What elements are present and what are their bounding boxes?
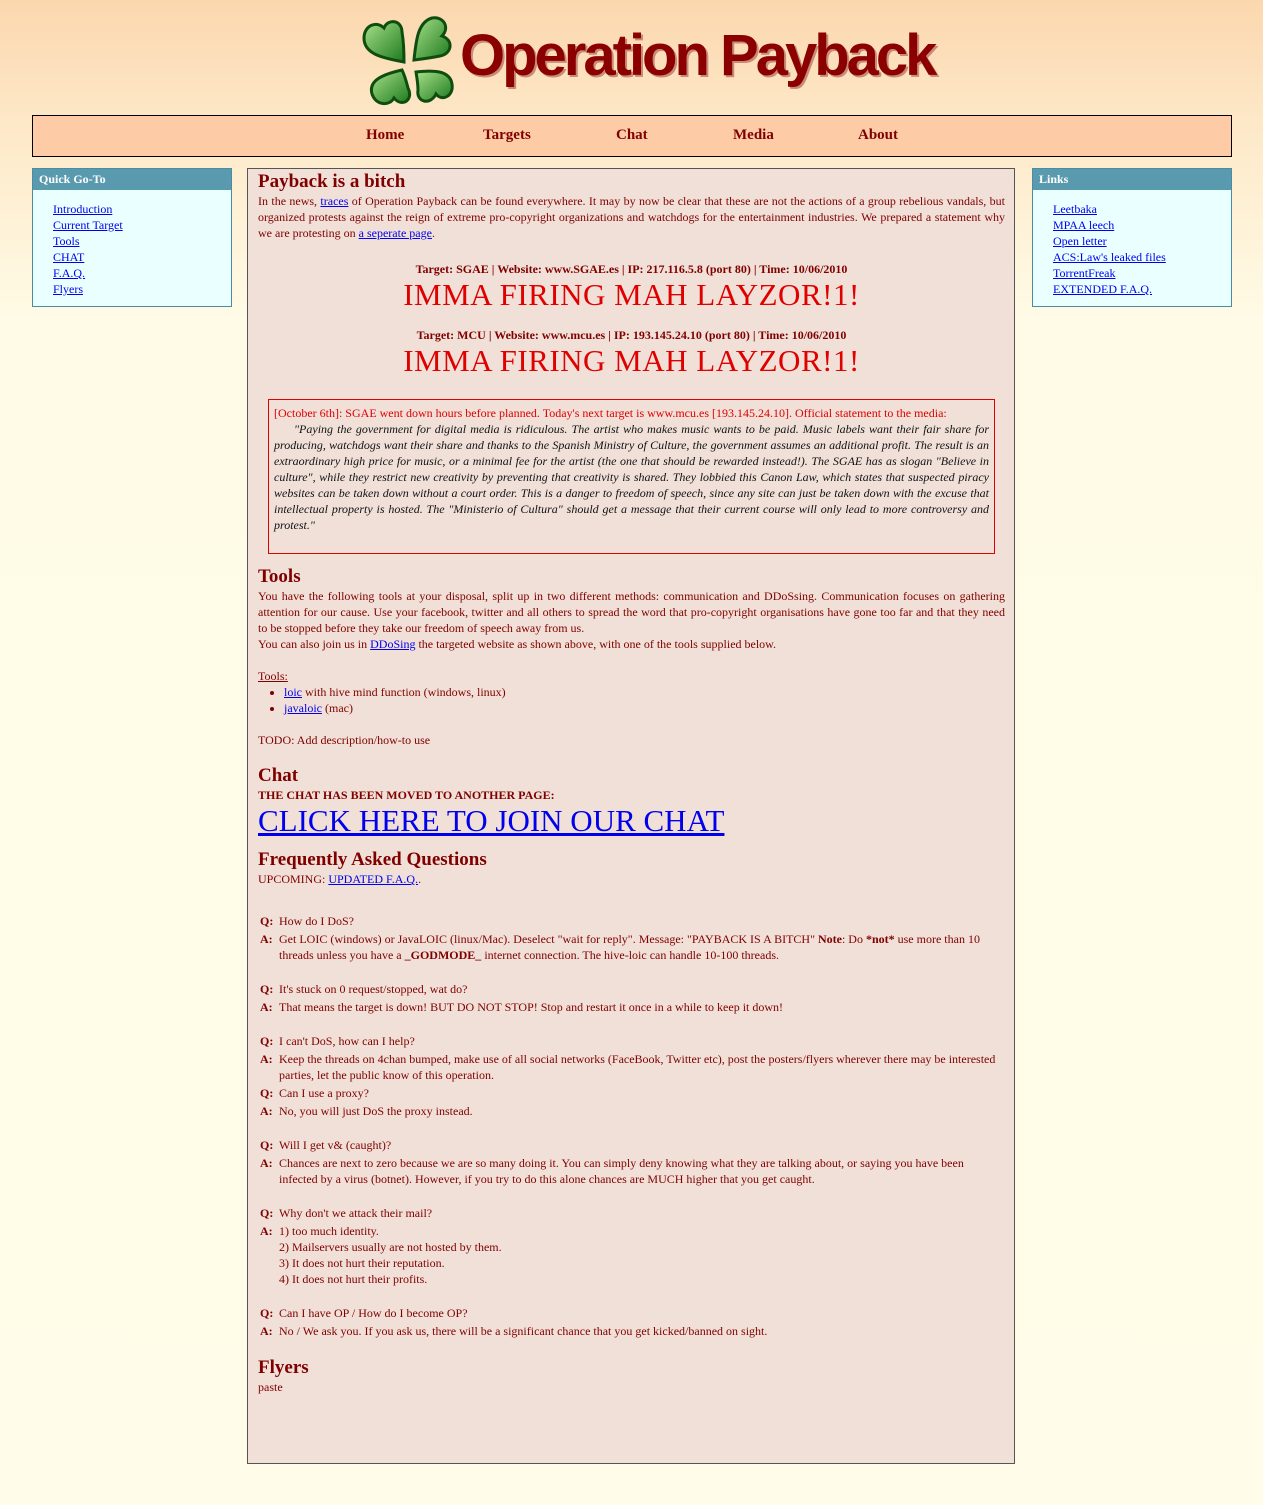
link-leetbaka[interactable]: Leetbaka <box>1053 202 1097 216</box>
faq-answer: A: That means the target is down! BUT DO NOT STOP! Stop and restart it once in a while to keep it down! <box>260 1000 784 1014</box>
site-title: Operation Payback <box>460 23 935 88</box>
quickgoto-introduction-link[interactable]: Introduction <box>53 202 113 216</box>
faq-question: Q: Can I use a proxy? <box>260 1086 369 1100</box>
laser-banner-sgae: IMMA FIRING MAH LAYZOR!1! <box>403 277 860 312</box>
clover-logo-icon <box>362 14 456 110</box>
faq-answer: A: Keep the threads on 4chan bumped, make use of all social networks (FaceBook, Twitter etc), post the posters/flyers wherever there may be interested parties, let the public know of this operation. <box>260 1052 996 1082</box>
chat-heading: Chat <box>258 765 299 786</box>
tools-todo: TODO: Add description/how-to use <box>258 733 431 747</box>
link-extended-faq[interactable]: EXTENDED F.A.Q. <box>1053 282 1153 296</box>
quickgoto-faq-link[interactable]: F.A.Q. <box>53 266 86 280</box>
faq-list <box>258 895 1005 1339</box>
faq-answer: A: No, you will just DoS the proxy instead. <box>260 1104 473 1118</box>
chat-moved-notice: THE CHAT HAS BEEN MOVED TO ANOTHER PAGE: <box>258 788 555 802</box>
faq-upcoming: UPCOMING: UPDATED F.A.Q.. <box>258 872 422 886</box>
main-content <box>247 168 1015 1464</box>
tools-join-text: You can also join us in DDoSing the targeted website as shown above, with one of the tools supplied below. <box>258 637 777 651</box>
faq-answer: A: 1) too much identity. 2) Mailservers usually are not hosted by them. 3) It does not hurt their reputation. 4) It does not hurt their profits. <box>260 1224 502 1286</box>
news-notice <box>268 399 995 554</box>
faq-question: Q: I can't DoS, how can I help? <box>260 1034 415 1048</box>
link-open-letter[interactable]: Open letter <box>1053 234 1107 248</box>
laser-banner-mcu: IMMA FIRING MAH LAYZOR!1! <box>403 343 860 378</box>
link-torrentfreak[interactable]: TorrentFreak <box>1053 266 1116 280</box>
tools-label: Tools: <box>258 669 288 683</box>
target-info-mcu: Target: MCU | Website: www.mcu.es | IP: 193.145.24.10 (port 80) | Time: 10/06/2010 <box>416 328 847 342</box>
header <box>0 0 1263 112</box>
flyers-text: paste <box>258 1380 283 1394</box>
links-box <box>1032 168 1232 307</box>
tools-list <box>258 684 1005 716</box>
flyers-heading: Flyers <box>258 1357 309 1378</box>
faq-question: Q: Will I get v& (caught)? <box>260 1138 392 1152</box>
faq-question: Q: Can I have OP / How do I become OP? <box>260 1306 468 1320</box>
intro-heading: Payback is a bitch <box>258 171 406 192</box>
tools-text: You have the following tools at your disposal, split up in two different methods: communication and DDoSsing. Communication focuses on gathering attention for our cause. Use your facebook, twitter and all others to spread the word that pro-copyright organisations have gone too far and that they need to be stopped before they take our freedom of speech away from us. <box>258 589 1005 635</box>
updated-faq-link[interactable]: UPDATED F.A.Q. <box>328 872 419 886</box>
nav-targets[interactable]: Targets <box>483 127 531 143</box>
nav-home[interactable]: Home <box>366 127 405 143</box>
faq-question: Q: It's stuck on 0 request/stopped, wat do? <box>260 982 468 996</box>
tool-javaloic-item: • javaloic (mac) <box>284 700 1005 716</box>
quickgoto-flyers-link[interactable]: Flyers <box>53 282 83 296</box>
tool-loic-item: • loic with hive mind function (windows, linux) <box>284 684 1005 700</box>
join-chat-link[interactable]: CLICK HERE TO JOIN OUR CHAT <box>258 803 725 838</box>
notice-quote: "Paying the government for digital media is ridiculous. The artist who makes music wants to be paid. Music labels want their fair share for producing, watchdogs want their share and thanks to the Spanish Ministry of Culture, the government assumes an additional profit. The result is an extraordinary high price for music, or a minimal fee for the artist (the one that should be rewarded instead!). The SGAE has as slogan "Believe in culture", while they restrict new creativity by preventing that creativity is shared. They lobbied this Canon Law, which states that suspected piracy websites can be taken down without a court order. This is a danger to freedom of speech, since any site can just be taken down with the excuse that intellectual property is hosted. The "Ministerio of Cultura" should get a message that their current course will only lead to more controversy and protest." <box>274 422 989 532</box>
link-mpaa-leech[interactable]: MPAA leech <box>1053 218 1115 232</box>
quick-goto-box <box>32 168 232 307</box>
notice-intro: [October 6th]: SGAE went down hours before planned. Today's next target is www.mcu.es [193.145.24.10]. Official statement to the media: <box>274 406 947 420</box>
quick-goto-title: Quick Go-To <box>33 169 231 190</box>
link-acs-law-files[interactable]: ACS:Law's leaked files <box>1053 250 1166 264</box>
faq-answer: A: Get LOIC (windows) or JavaLOIC (linux/Mac). Deselect "wait for reply". Message: "PAYBACK IS A BITCH" Note: Do *not* use more than 10 threads unless you have a _GODMODE_ internet connection. The hive-loic can handle 10-100 threads. <box>260 932 980 962</box>
quickgoto-current-target-link[interactable]: Current Target <box>53 218 123 232</box>
links-title: Links <box>1033 169 1231 190</box>
top-navigation <box>32 115 1232 157</box>
nav-about[interactable]: About <box>858 127 899 143</box>
nav-media[interactable]: Media <box>733 127 774 143</box>
quickgoto-chat-link[interactable]: CHAT <box>53 250 85 264</box>
separate-page-link[interactable]: a seperate page <box>358 226 432 240</box>
intro-text: In the news, traces of Operation Payback can be found everywhere. It may by now be clear that these are not the actions of a group rebelious vandals, but organized protests against the reign of extreme pro-copyright organizations and watchdogs for the entertainment industries. We prepared a statement why we are protesting on a seperate page. <box>258 194 1005 240</box>
faq-question: Q: How do I DoS? <box>260 914 354 928</box>
javaloic-link[interactable]: javaloic <box>284 701 322 715</box>
loic-link[interactable]: loic <box>284 685 302 699</box>
faq-question: Q: Why don't we attack their mail? <box>260 1206 433 1220</box>
traces-link[interactable]: traces <box>320 194 349 208</box>
target-info-sgae: Target: SGAE | Website: www.SGAE.es | IP: 217.116.5.8 (port 80) | Time: 10/06/2010 <box>415 262 848 276</box>
faq-answer: A: No / We ask you. If you ask us, there will be a significant chance that you get kicked/banned on sight. <box>260 1324 768 1338</box>
ddosing-link[interactable]: DDoSing <box>370 637 416 651</box>
tools-heading: Tools <box>258 566 301 587</box>
faq-heading: Frequently Asked Questions <box>258 849 487 870</box>
faq-answer: A: Chances are next to zero because we are so many doing it. You can simply deny knowing what they are talking about, or saying you have been infected by a virus (botnet). However, if you try to do this alone chances are MUCH higher that you get caught. <box>260 1156 964 1186</box>
quickgoto-tools-link[interactable]: Tools <box>53 234 80 248</box>
nav-chat[interactable]: Chat <box>616 127 648 143</box>
